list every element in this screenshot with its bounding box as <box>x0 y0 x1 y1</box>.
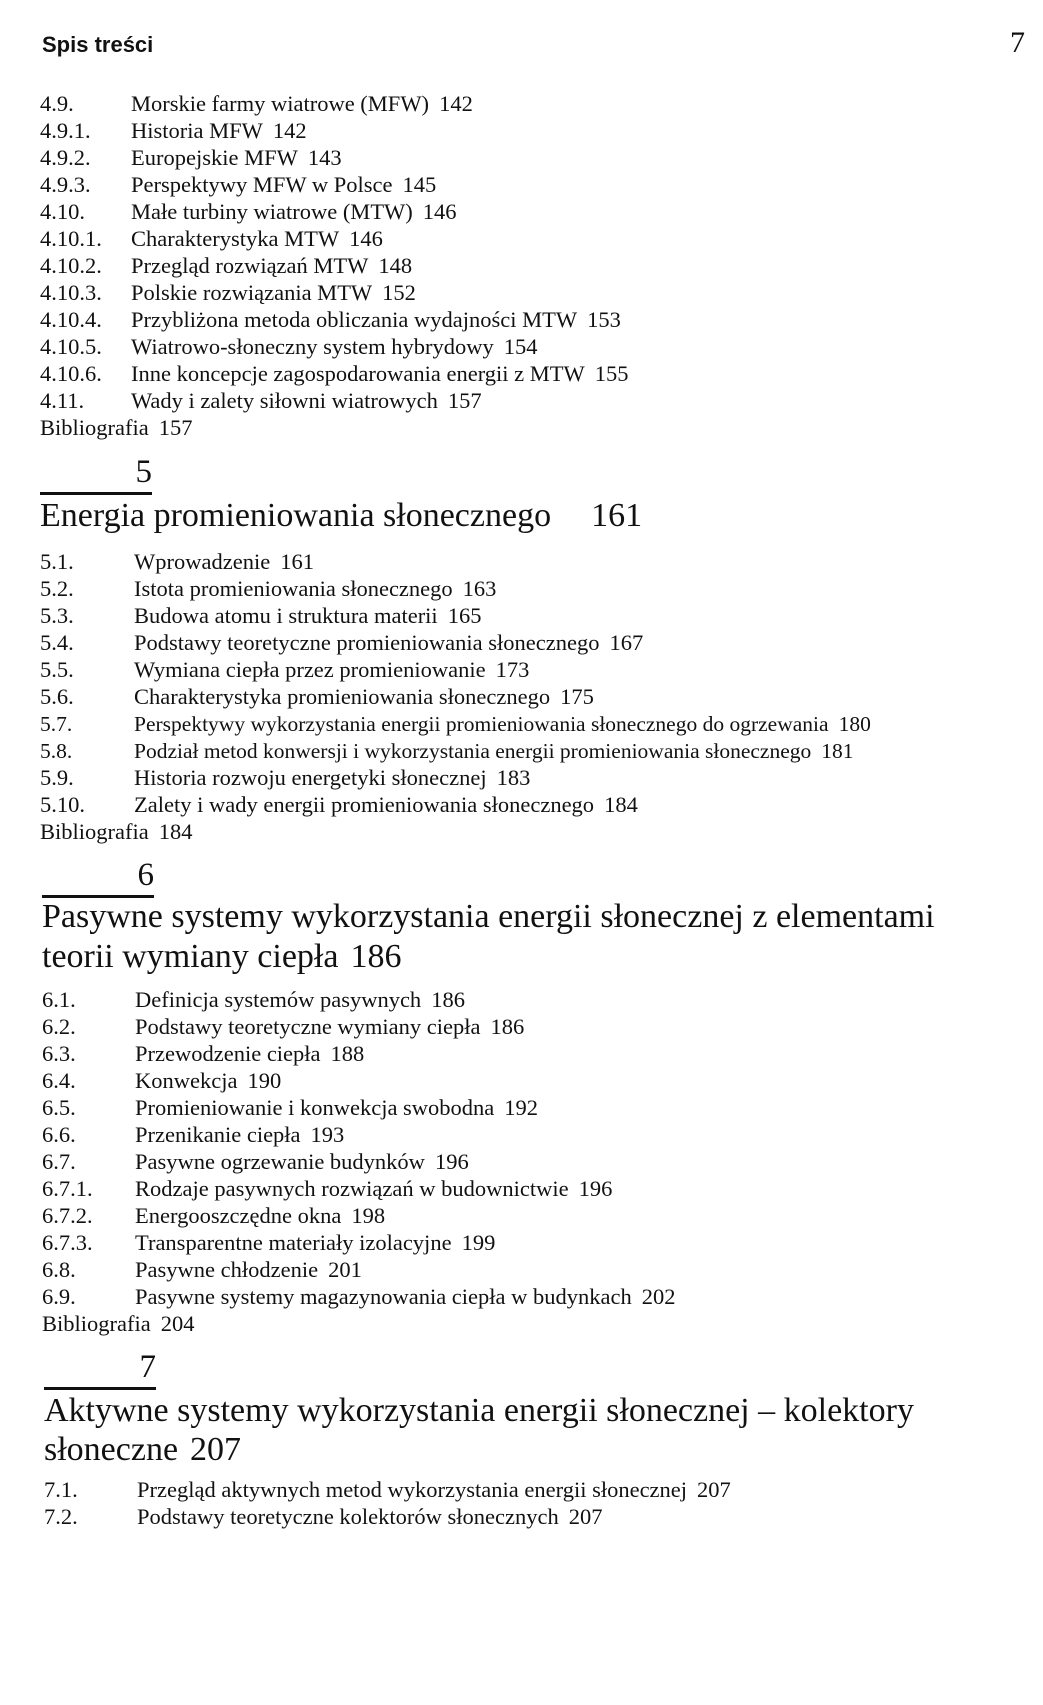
page-number: 7 <box>1010 26 1025 59</box>
section-number: 6.4. <box>42 1068 76 1093</box>
section-number: 6.3. <box>42 1041 76 1066</box>
section-title: Europejskie MFW <box>131 145 298 170</box>
section-title: Polskie rozwiązania MTW <box>131 280 373 305</box>
section-number: 5.9. <box>40 765 74 790</box>
section-page: 198 <box>351 1203 386 1228</box>
bibliography-label: Bibliografia <box>40 415 149 440</box>
section-number: 5.5. <box>40 657 74 682</box>
section-number: 5.7. <box>40 712 73 736</box>
section-page: 181 <box>821 739 854 763</box>
chapter-7-title-line-1 <box>44 1390 914 1432</box>
section-title: Konwekcja <box>135 1068 238 1093</box>
section-number: 4.11. <box>40 388 85 413</box>
section-title: Przegląd aktywnych metod wykorzystania energii słonecznej <box>137 1477 688 1502</box>
chapter-7-title-line-2 <box>44 1429 241 1471</box>
section-number: 4.10.5. <box>40 334 102 359</box>
chapter-page: 207 <box>190 1431 242 1468</box>
chapter-title-text: Energia promieniowania słonecznego <box>40 497 552 534</box>
section-page: 201 <box>328 1257 362 1282</box>
chapter-title-text: Aktywne systemy wykorzystania energii słonecznej – kolektory <box>44 1392 914 1429</box>
section-page: 142 <box>439 91 473 116</box>
chapter-6-title-line-2 <box>42 936 401 978</box>
section-number: 5.8. <box>40 739 73 763</box>
chapter-5-marker <box>40 455 152 495</box>
bibliography-page: 204 <box>160 1311 195 1336</box>
bibliography-entry-6 <box>42 1310 194 1338</box>
section-number: 6.7. <box>42 1149 76 1174</box>
chapter-title-text: teorii wymiany ciepła <box>42 938 339 975</box>
section-number: 4.10.3. <box>40 280 102 305</box>
section-page: 196 <box>578 1176 613 1201</box>
section-page: 165 <box>447 603 482 628</box>
section-title: Perspektywy MFW w Polsce <box>131 172 393 197</box>
section-number: 5.2. <box>40 576 74 601</box>
section-title: Perspektywy wykorzystania energii promieniowania słonecznego do ogrzewania <box>134 712 829 736</box>
section-title: Morskie farmy wiatrowe (MFW) <box>131 91 430 116</box>
section-title: Podział metod konwersji i wykorzystania energii promieniowania słonecznego <box>134 739 812 763</box>
chapter-7-marker <box>44 1350 156 1390</box>
section-title: Wiatrowo-słoneczny system hybrydowy <box>131 334 494 359</box>
section-title: Pasywne ogrzewanie budynków <box>135 1149 425 1174</box>
section-title: Pasywne chłodzenie <box>135 1257 319 1282</box>
section-number: 6.7.3. <box>42 1230 93 1255</box>
section-title: Wprowadzenie <box>134 549 271 574</box>
section-page: 167 <box>609 630 644 655</box>
section-title: Historia MFW <box>131 118 263 143</box>
chapter-6-marker <box>42 858 154 898</box>
chapter-6-title-line-1 <box>42 896 935 938</box>
section-page: 184 <box>604 792 638 817</box>
section-title: Budowa atomu i struktura materii <box>134 603 438 628</box>
section-title: Przybliżona metoda obliczania wydajności MTW <box>131 307 578 332</box>
page-header <box>42 26 1025 62</box>
section-number: 4.10.2. <box>40 253 102 278</box>
section-title: Istota promieniowania słonecznego <box>134 576 453 601</box>
section-number: 5.3. <box>40 603 74 628</box>
section-number: 6.8. <box>42 1257 76 1282</box>
section-page: 199 <box>461 1230 496 1255</box>
section-number: 5.6. <box>40 684 74 709</box>
section-number: 6.2. <box>42 1014 76 1039</box>
section-number: 6.6. <box>42 1122 76 1147</box>
section-title: Przenikanie ciepła <box>135 1122 301 1147</box>
section-page: 180 <box>838 712 871 736</box>
running-header-title: Spis treści <box>42 32 154 57</box>
section-number: 4.9.3. <box>40 172 91 197</box>
section-title: Wady i zalety siłowni wiatrowych <box>131 388 438 413</box>
bibliography-label: Bibliografia <box>40 819 149 844</box>
chapter-number: 6 <box>137 857 154 893</box>
section-number: 4.10.4. <box>40 307 102 332</box>
section-title: Promieniowanie i konwekcja swobodna <box>135 1095 495 1120</box>
section-number: 4.10.6. <box>40 361 102 386</box>
section-page: 207 <box>697 1477 731 1502</box>
section-page: 153 <box>587 307 621 332</box>
section-title: Pasywne systemy magazynowania ciepła w budynkach <box>135 1284 632 1309</box>
section-page: 186 <box>431 987 465 1012</box>
section-page: 193 <box>310 1122 345 1147</box>
section-number: 5.1. <box>40 549 74 574</box>
section-number: 6.9. <box>42 1284 76 1309</box>
section-title: Małe turbiny wiatrowe (MTW) <box>131 199 413 224</box>
chapter-title-text: słoneczne <box>44 1431 179 1468</box>
chapter-5-title <box>40 495 642 537</box>
section-title: Podstawy teoretyczne promieniowania słonecznego <box>134 630 600 655</box>
section-number: 5.10. <box>40 792 85 817</box>
section-number: 4.10. <box>40 199 85 224</box>
section-title: Transparentne materiały izolacyjne <box>135 1230 452 1255</box>
section-page: 175 <box>560 684 594 709</box>
section-number: 6.7.1. <box>42 1176 93 1201</box>
section-number: 4.9. <box>40 91 74 116</box>
chapter-title-text: Pasywne systemy wykorzystania energii słonecznej z elementami <box>42 898 935 935</box>
section-page: 146 <box>422 199 457 224</box>
bibliography-page: 157 <box>158 415 193 440</box>
bibliography-entry-5 <box>40 818 192 846</box>
section-number: 4.10.1. <box>40 226 102 251</box>
section-title: Charakterystyka MTW <box>131 226 340 251</box>
section-page: 142 <box>272 118 307 143</box>
section-page: 190 <box>247 1068 282 1093</box>
section-number: 7.1. <box>44 1477 78 1502</box>
section-page: 148 <box>378 253 413 278</box>
section-page: 161 <box>280 549 314 574</box>
section-page: 155 <box>594 361 629 386</box>
chapter-page: 161 <box>591 497 643 534</box>
section-title: Charakterystyka promieniowania słonecznego <box>134 684 551 709</box>
bibliography-label: Bibliografia <box>42 1311 151 1336</box>
section-page: 186 <box>490 1014 525 1039</box>
section-page: 145 <box>402 172 437 197</box>
chapter-page: 186 <box>350 938 402 975</box>
section-number: 4.9.2. <box>40 145 91 170</box>
section-page: 188 <box>330 1041 365 1066</box>
section-page: 152 <box>382 280 416 305</box>
section-page: 207 <box>568 1504 603 1529</box>
section-page: 143 <box>307 145 342 170</box>
bibliography-page: 184 <box>158 819 193 844</box>
section-title: Historia rozwoju energetyki słonecznej <box>134 765 487 790</box>
section-number: 4.9.1. <box>40 118 91 143</box>
bibliography-entry-4 <box>40 414 192 442</box>
section-page: 202 <box>641 1284 676 1309</box>
section-page: 183 <box>496 765 531 790</box>
section-number: 6.5. <box>42 1095 76 1120</box>
section-page: 163 <box>462 576 497 601</box>
section-title: Przewodzenie ciepła <box>135 1041 321 1066</box>
section-number: 7.2. <box>44 1504 78 1529</box>
section-number: 6.1. <box>42 987 76 1012</box>
section-title: Przegląd rozwiązań MTW <box>131 253 369 278</box>
section-page: 173 <box>495 657 530 682</box>
section-title: Wymiana ciepła przez promieniowanie <box>134 657 486 682</box>
section-title: Zalety i wady energii promieniowania słonecznego <box>134 792 595 817</box>
section-title: Inne koncepcje zagospodarowania energii z MTW <box>131 361 585 386</box>
section-number: 6.7.2. <box>42 1203 93 1228</box>
section-number: 5.4. <box>40 630 74 655</box>
chapter-number: 5 <box>135 454 152 490</box>
section-title: Podstawy teoretyczne wymiany ciepła <box>135 1014 481 1039</box>
section-page: 196 <box>434 1149 469 1174</box>
section-title: Energooszczędne okna <box>135 1203 342 1228</box>
section-title: Podstawy teoretyczne kolektorów słonecznych <box>137 1504 559 1529</box>
section-page: 157 <box>447 388 482 413</box>
section-title: Rodzaje pasywnych rozwiązań w budownictwie <box>135 1176 569 1201</box>
section-page: 146 <box>349 226 383 251</box>
section-title: Definicja systemów pasywnych <box>135 987 422 1012</box>
chapter-number: 7 <box>139 1349 156 1385</box>
section-page: 192 <box>504 1095 539 1120</box>
section-page: 154 <box>503 334 538 359</box>
